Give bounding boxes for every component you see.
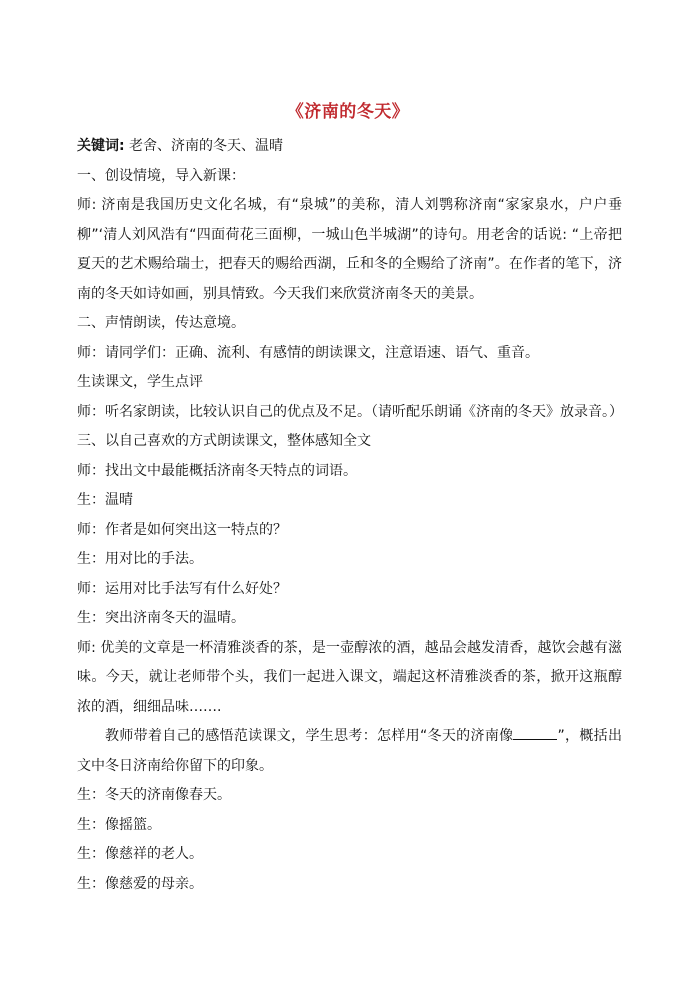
teacher-intro-paragraph: 师: 济南是我国历史文化名城，有“泉城”的美称，清人刘鹗称济南“家家泉水，户户垂柳”‘清人刘风浩有“四面荷花三面柳，一城山色半城湖”的诗句。用老舍的话说: “上帝把夏天的艺术赐给瑞士，把春天的赐给西湖，丘和冬的全赐给了济南”。在作者的笔下，济南的冬天如诗如画，别具情致。今天我们来欣赏济南冬天的美景。 <box>77 197 622 302</box>
keywords-value: 老舍、济南的冬天、温晴 <box>124 138 284 154</box>
student-line: 生读课文，学生点评 <box>77 374 203 390</box>
section-heading-3: 三、以自己喜欢的方式朗读课文，整体感知全文 <box>77 433 371 449</box>
teacher-prompt-after: ”，概括出文中冬日济南给你留下的印象。 <box>77 728 622 774</box>
teacher-paragraph: 师: 优美的文章是一杯清雅淡香的茶，是一壶醇浓的酒，越品会越发清香，越饮会越有滋味。今天，就让老师带个头，我们一起进入课文，端起这杯清雅淡香的茶，掀开这瓶醇浓的酒，细细品味……. <box>77 639 622 715</box>
section-heading-1: 一、创设情境，导入新课： <box>77 167 245 184</box>
student-line: 生：突出济南冬天的温晴。 <box>77 610 245 626</box>
teacher-prompt-paragraph <box>77 722 622 781</box>
student-answer: 生：像慈祥的老人。 <box>77 846 203 862</box>
teacher-line: 师：听名家朗读，比较认识自己的优点及不足。（请听配乐朗诵《济南的冬天》放录音。） <box>77 403 623 420</box>
student-line: 生：用对比的手法。 <box>77 551 203 567</box>
teacher-line: 师：找出文中最能概括济南冬天特点的词语。 <box>77 462 357 479</box>
document-title: 《济南的冬天》 <box>286 102 410 122</box>
teacher-line: 师：请同学们：正确、流利、有感情的朗读课文，注意语速、语气、重音。 <box>77 344 539 361</box>
student-answer: 生：像摇篮。 <box>77 816 161 833</box>
document-body <box>77 132 622 899</box>
teacher-line: 师：运用对比手法写有什么好处？ <box>77 580 287 597</box>
keywords-label: 关键词: <box>77 138 125 154</box>
section-heading-2: 二、声情朗读，传达意境。 <box>77 315 245 331</box>
student-answer: 生：像慈爱的母亲。 <box>77 875 203 892</box>
fill-in-blank <box>513 727 557 740</box>
student-line: 生：温晴 <box>77 492 133 508</box>
keywords-line <box>77 132 622 162</box>
teacher-line: 师：作者是如何突出这一特点的？ <box>77 521 287 538</box>
teacher-prompt-before: 教师带着自己的感悟范读课文，学生思考：怎样用“冬天的济南像 <box>105 728 514 744</box>
student-answer: 生：冬天的济南像春天。 <box>77 787 231 803</box>
